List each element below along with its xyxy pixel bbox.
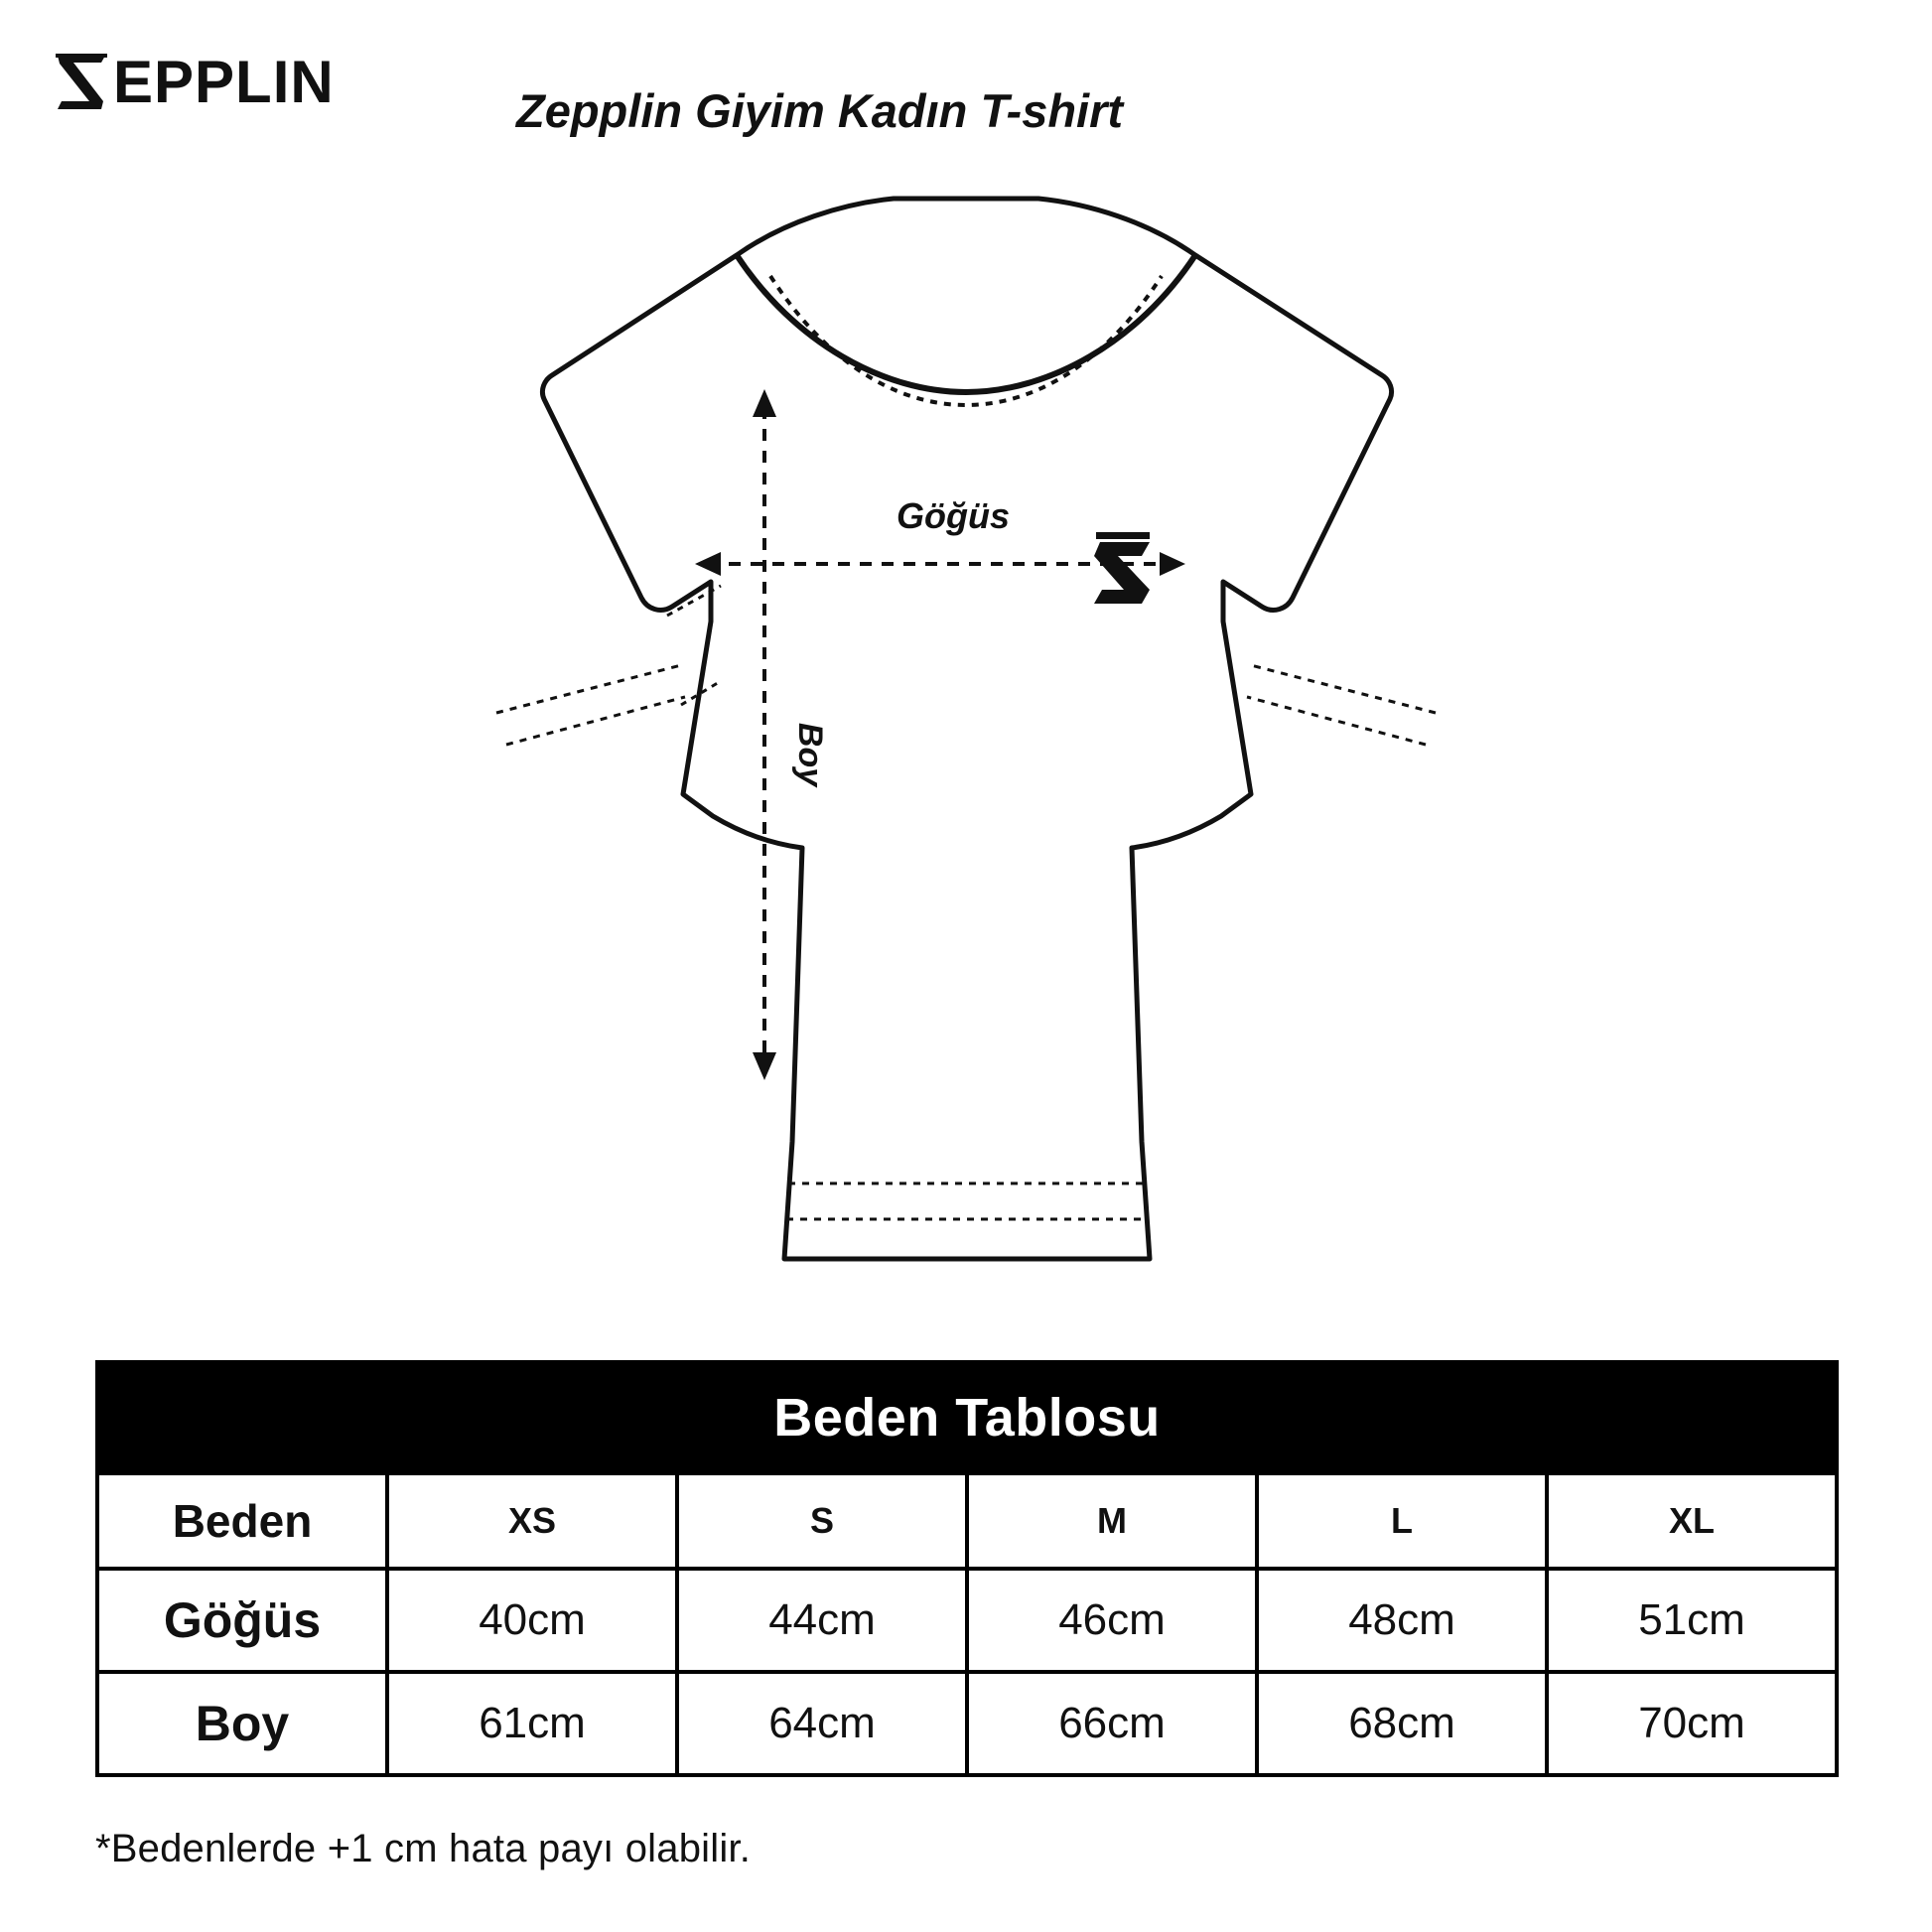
size-table: [95, 1360, 1839, 1777]
cell-gogus-xl: 51cm: [1547, 1569, 1837, 1672]
header-cell-beden: Beden: [97, 1473, 387, 1569]
brand-logo-text: EPPLIN: [113, 49, 335, 115]
zepplin-z-mark-icon: [52, 52, 111, 113]
chest-label: Göğüs: [897, 495, 1010, 536]
table-title-row: [97, 1362, 1837, 1473]
size-table-container: [95, 1360, 1839, 1777]
row-label-gogus: Göğüs: [97, 1569, 387, 1672]
tshirt-drawing: [0, 149, 1932, 1330]
cell-gogus-s: 44cm: [677, 1569, 967, 1672]
size-table-title: Beden Tablosu: [97, 1362, 1837, 1473]
header-cell-size-m: M: [967, 1473, 1257, 1569]
page-title-light: Zepplin Giyim: [516, 84, 838, 137]
cell-boy-m: 66cm: [967, 1672, 1257, 1775]
cell-gogus-xs: 40cm: [387, 1569, 677, 1672]
row-label-boy: Boy: [97, 1672, 387, 1775]
length-label: Boy: [791, 722, 829, 787]
cell-boy-s: 64cm: [677, 1672, 967, 1775]
cell-boy-xl: 70cm: [1547, 1672, 1837, 1775]
page-title-bold: Kadın T-shirt: [837, 84, 1124, 137]
tshirt-illustration: [0, 149, 1932, 1330]
header-cell-size-xl: XL: [1547, 1473, 1837, 1569]
right-cuff-stitch-2: [1247, 697, 1426, 745]
table-row: [97, 1672, 1837, 1775]
cell-gogus-l: 48cm: [1257, 1569, 1547, 1672]
tshirt-body-path: [542, 199, 1391, 1259]
cell-boy-l: 68cm: [1257, 1672, 1547, 1775]
header-cell-size-s: S: [677, 1473, 967, 1569]
left-cuff-stitch-1: [496, 665, 681, 713]
right-cuff-stitch-1: [1251, 665, 1436, 713]
brand-logo: [52, 49, 335, 115]
header-cell-size-xs: XS: [387, 1473, 677, 1569]
cell-gogus-m: 46cm: [967, 1569, 1257, 1672]
page-title: [516, 83, 1123, 138]
footnote: *Bedenlerde +1 cm hata payı olabilir.: [95, 1827, 752, 1870]
left-cuff-stitch-2: [506, 697, 685, 745]
table-header-row: [97, 1473, 1837, 1569]
header-cell-size-l: L: [1257, 1473, 1547, 1569]
cell-boy-xs: 61cm: [387, 1672, 677, 1775]
table-row: [97, 1569, 1837, 1672]
